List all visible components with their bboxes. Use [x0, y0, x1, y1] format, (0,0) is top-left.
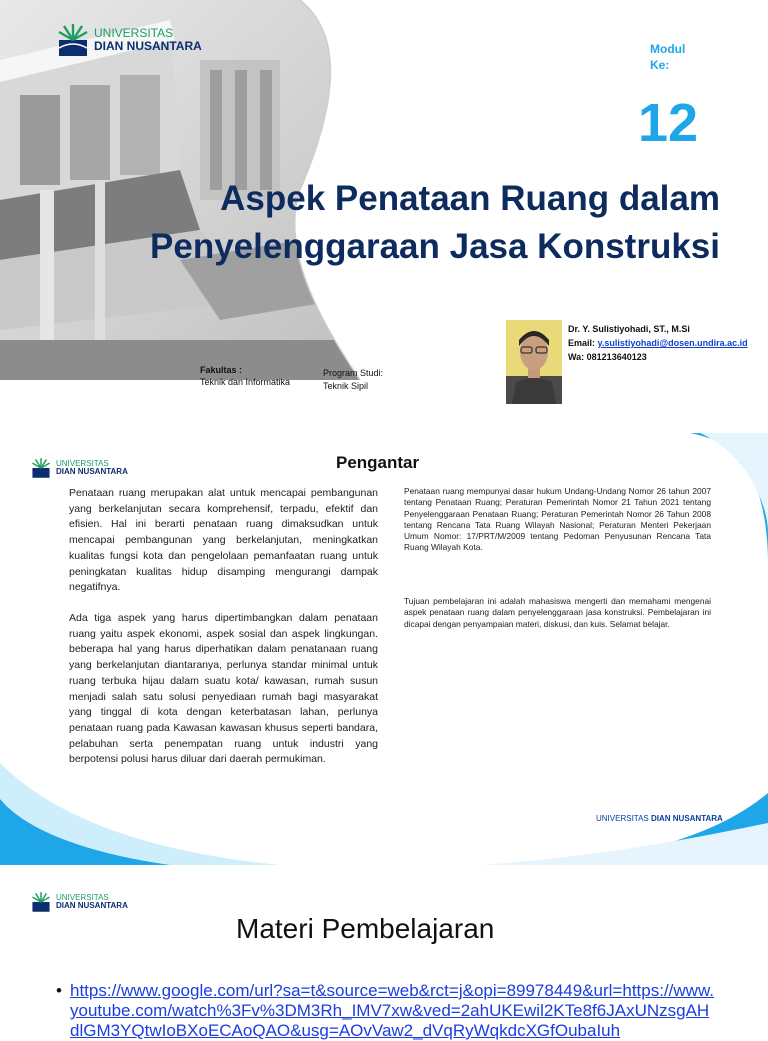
cover-title-line-1: Aspek Penataan Ruang dalam [220, 179, 720, 218]
university-logo-small [31, 891, 128, 913]
intro-paragraph-4: Tujuan pembelajaran ini adalah mahasiswa mengerti dan memahami mengenai aspek penataan ruang dalam penyelenggaraan jasa konstruksi. Pembelajaran ini dicapai dengan penyampaian materi, diskusi, dan kuis. Selamat belajar. [404, 596, 711, 629]
university-logo-small [31, 457, 128, 479]
author-wa: Wa: 081213640123 [568, 352, 647, 362]
footer-brand-plain: UNIVERSITAS [596, 814, 649, 823]
program-value: Teknik Sipil [323, 381, 369, 391]
youtube-link[interactable]: https://www.google.com/url?sa=t&source=web&rct=j&opi=89978449&url=https://www.youtube.com/watch%3Fv%3DM3Rh_IMV7xw&ved=2ahUKEwil2KTe8f6JAxUNzsgAHdlGM3YQtwIoBXoECAoQAO&usg=AOvVaw2_dVqRyWqkdcXGfOubaIuh [70, 981, 714, 1040]
brand-line-2: DIAN NUSANTARA [56, 467, 128, 476]
materials-list-item [56, 981, 726, 1041]
faculty-value: Teknik dan Informatika [200, 377, 291, 387]
module-label [650, 41, 685, 73]
university-emblem-icon [57, 22, 89, 58]
cover-title-line-2: Penyelenggaraan Jasa Konstruksi [150, 227, 720, 266]
materials-title: Materi Pembelajaran [236, 913, 495, 944]
module-label-line-2: Ke: [650, 58, 670, 72]
author-name: Dr. Y. Sulistiyohadi, ST., M.Si [568, 324, 690, 334]
faculty-label: Fakultas : [200, 365, 243, 375]
module-number: 12 [638, 93, 699, 153]
introduction-title: Pengantar [336, 453, 420, 472]
brand-line-1: UNIVERSITAS [56, 892, 109, 902]
footer-brand-bold: DIAN NUSANTARA [650, 814, 723, 823]
cover-slide [0, 0, 768, 425]
author-email-label: Email: [568, 338, 598, 348]
bullet: • [56, 981, 62, 1000]
brand-line-2: DIAN NUSANTARA [94, 39, 202, 53]
intro-paragraph-3: Penataan ruang mempunyai dasar hukum Undang-Undang Nomor 26 tahun 2007 tentang Penataan Ruang; Peraturan Pemerintah Nomor 21 Tahun 2021 tentang Penyelenggaraan Penataan Ruang; Peraturan Pemerintah Nomor 26 Tahun 2008 tentang Rencana Tata Ruang Wilayah Nasional; Peraturan Menteri Pekerjaan Umum Nomor: 17/PRT/M/2009 tentang Pedoman Penyusunan Rencana Tata Ruang Wilayah Kota. [404, 486, 711, 553]
program-label: Program Studi: [323, 368, 384, 378]
introduction-slide [0, 433, 768, 865]
cover-title [150, 175, 720, 271]
university-logo [57, 22, 202, 58]
author-info [568, 322, 748, 364]
materials-slide [0, 875, 768, 1040]
author-email-row [568, 336, 748, 350]
footer-brand [596, 814, 723, 823]
author-photo [506, 320, 562, 404]
module-label-line-1: Modul [650, 42, 686, 56]
brand-line-1: UNIVERSITAS [94, 26, 174, 41]
intro-paragraph-2: Ada tiga aspek yang harus dipertimbangkan dalam penataan ruang yaitu aspek ekonomi, aspek sosial dan aspek lingkungan. beberapa hal yang harus diperhatikan dalam penatanaan ruang yang berkelanjutan diantaranya, perlunya standar minimal untuk ruang terbuka hijau dalam suatu kota/ kawasan, rumah susun menjadi salah satu solusi penyediaan rumah bagi masyarakat yang tinggal di kota dengan keterbatasan lahan, perlunya penataan ruang pada Kawasan kawasan khusus seperti bandara, pelabuhan serta penempatan ruang untuk industri yang berpotensi polusi harus diluar dari daerah permukiman. [69, 612, 378, 766]
brand-line-1: UNIVERSITAS [56, 458, 109, 468]
university-emblem-icon [31, 891, 51, 913]
intro-paragraph-1: Penataan ruang merupakan alat untuk mencapai pembangunan yang berkelanjutan secara komprehensif, terpadu, efektif dan efisien. Hal ini berarti penataan ruang dimaksudkan untuk mencapai pembangunan yang berkelanjutan, meningkatkan kualitas fungsi kota dan pengelolaan pemanfaatan ruang untuk peningkatan kualitas hidup disamping mengurangi dampak negatifnya. [69, 487, 378, 594]
brand-line-2: DIAN NUSANTARA [56, 901, 128, 910]
author-email-link[interactable]: y.sulistiyohadi@dosen.undira.ac.id [597, 338, 748, 348]
university-emblem-icon [31, 457, 51, 479]
